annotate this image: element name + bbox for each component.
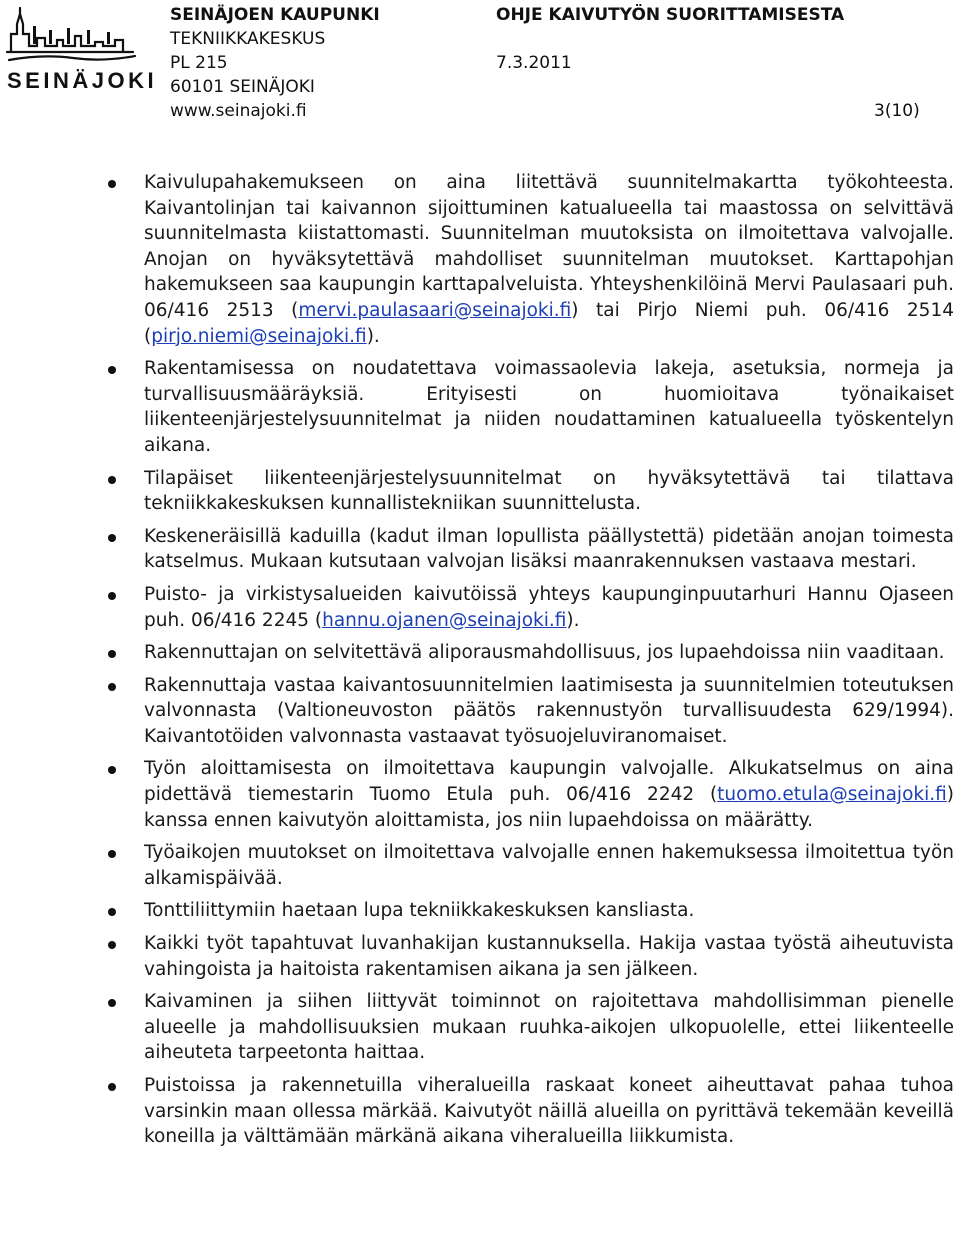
- instruction-list: [104, 170, 954, 1157]
- list-item-text: Puisto- ja virkistysalueiden kaivutöissä yhteys kaupunginpuutarhuri Hannu Ojaseen puh. 06/416 2245 (: [144, 583, 954, 631]
- page-number: 3(10): [874, 101, 920, 121]
- list-item-text: Kaivaminen ja siihen liittyvät toiminnot on rajoitettava mahdollisimman pienelle alueelle ja mahdollisuuksien mukaan ruuhka-aikojen ulkopuolelle, ettei liikenteelle aiheuteta tarpeetonta haittaa.: [144, 991, 954, 1064]
- list-item-text: Tilapäiset liikenteenjärjestelysuunnitelmat on hyväksytettävä tai tilattava tekniikkakeskuksen kunnallistekniikan suunnittelusta.: [144, 467, 954, 515]
- list-item-text: Tonttiliittymiin haetaan lupa tekniikkakeskuksen kansliasta.: [144, 900, 695, 922]
- list-item-text: Puistoissa ja rakennetuilla viheralueilla raskaat koneet aiheuttavat pahaa tuhoa varsinkin maan ollessa märkää. Kaivutyöt näillä alueilla on pyrittävä tekemään keveillä koneilla ja välttämään märkänä aikana viheralueilla liikkumista.: [144, 1075, 954, 1148]
- list-item-text: Keskeneräisillä kaduilla (kadut ilman lopullista päällystettä) pidetään anojan toimesta katselmus. Mukaan kutsutaan valvojan lisäksi maanrakennuksen vastaava mestari.: [144, 525, 954, 573]
- list-item-text: ) kanssa ennen kaivutyön aloittamista, jos niin lupaehdoissa on määrätty.: [144, 784, 954, 831]
- list-item: [104, 582, 954, 633]
- list-item-text: Työn aloittamisesta on ilmoitettava kaupungin valvojalle. Alkukatselmus on aina pidettävä tiemestarin Tuomo Etula puh. 06/416 2242 (: [144, 758, 954, 806]
- org-name: SEINÄJOEN KAUPUNKI: [170, 5, 380, 25]
- document-date: 7.3.2011: [496, 53, 572, 73]
- list-item: [104, 466, 954, 517]
- list-item-text: Työaikojen muutokset on ilmoitettava valvojalle ennen hakemuksessa ilmoitettua työn alkamispäivää.: [144, 842, 954, 889]
- po-box: PL 215: [170, 53, 228, 73]
- list-item-text: ).: [566, 609, 580, 631]
- website[interactable]: www.seinajoki.fi: [170, 101, 307, 121]
- postal-address: 60101 SEINÄJOKI: [170, 77, 315, 97]
- list-item-text: Kaivulupahakemukseen on aina liitettävä suunnitelmakartta työkohteesta. Kaivantolinjan tai kaivannon sijoittuminen katualueella tai maastossa on selvittävä suunnitelmasta kiistattomasti. Suunnitelman muutoksista on ilmoitettava valvojalle. Anojan on hyväksytettävä mahdolliset suunnitelman muutokset. Karttapohjan hakemukseen saa kaupungin karttapalveluista. Yhteyshenkilöinä Mervi Paulasaari puh. 06/416 2513 (: [144, 172, 954, 321]
- list-item: [104, 931, 954, 982]
- list-item: [104, 170, 954, 349]
- list-item: [104, 989, 954, 1066]
- list-item: [104, 1073, 954, 1150]
- logo-text: SEINÄJOKI: [7, 68, 158, 93]
- list-item-text: Kaikki työt tapahtuvat luvanhakijan kustannuksella. Hakija vastaa työstä aiheutuvista vahingoista ja haitoista rakentamisen aikana ja sen jälkeen.: [144, 933, 954, 980]
- list-item-text: ).: [366, 325, 380, 347]
- department: TEKNIIKKAKESKUS: [170, 29, 326, 49]
- list-item: [104, 840, 954, 891]
- list-item: [104, 898, 954, 924]
- document-title: OHJE KAIVUTYÖN SUORITTAMISESTA: [496, 5, 845, 25]
- list-item-text: Rakentamisessa on noudatettava voimassaolevia lakeja, asetuksia, normeja ja turvallisuusmääräyksiä. Erityisesti on huomioitava työnaikaiset liikenteenjärjestelysuunnitelmat ja niiden noudattaminen katualueella työskentelyn aikana.: [144, 358, 954, 456]
- email-link[interactable]: mervi.paulasaari@seinajoki.fi: [298, 299, 572, 321]
- email-link[interactable]: tuomo.etula@seinajoki.fi: [717, 784, 947, 806]
- list-item: [104, 673, 954, 750]
- list-item-text: ) tai Pirjo Niemi puh. 06/416 2514 (: [144, 299, 954, 347]
- list-item: [104, 640, 954, 666]
- seinajoki-logo: [3, 0, 158, 96]
- email-link[interactable]: pirjo.niemi@seinajoki.fi: [151, 325, 367, 347]
- list-item: [104, 356, 954, 458]
- email-link[interactable]: hannu.ojanen@seinajoki.fi: [322, 609, 567, 631]
- list-item-text: Rakennuttajan on selvitettävä aliporausmahdollisuus, jos lupaehdoissa niin vaaditaan.: [144, 642, 945, 664]
- list-item-text: Rakennuttaja vastaa kaivantosuunnitelmien laatimisesta ja suunnitelmien toteutuksen valvonnasta (Valtioneuvoston päätös rakennustyön turvallisuudesta 629/1994). Kaivantotöiden valvonnasta vastaavat työsuojeluviranomaiset.: [144, 674, 954, 747]
- list-item: [104, 524, 954, 575]
- list-item: [104, 756, 954, 833]
